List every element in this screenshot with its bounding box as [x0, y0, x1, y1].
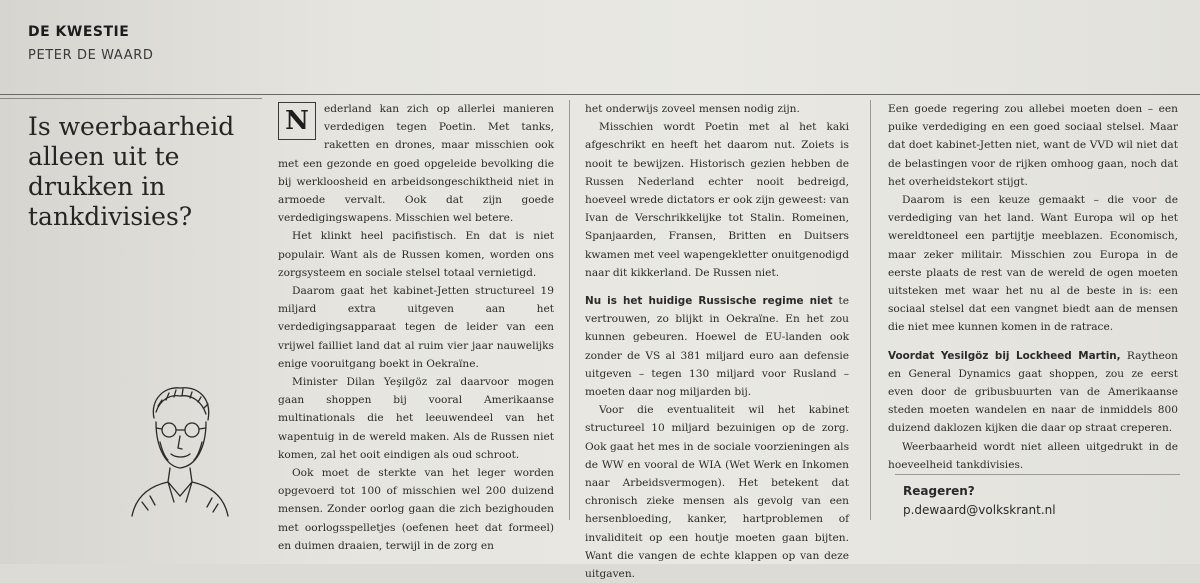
column-divider: [870, 100, 871, 520]
paragraph: Het klinkt heel pacifistisch. En dat is niet populair. Want als de Russen komen, worden ons zorgsysteem en sociale stelsel totaal vernietigd.: [278, 230, 554, 279]
paragraph: Een goede regering zou allebei moeten doen – een puike verdediging en een goed sociaal stelsel. Maar dat doet kabinet-Jetten niet, want de VVD wil niet dat de belastingen voor de rijken omhoog gaan, noch dat het overheidstekort stijgt.: [888, 103, 1178, 188]
headline: Is weerbaarheid alleen uit te drukken in tankdivisies?: [28, 112, 235, 231]
author-name: PETER DE WAARD: [28, 48, 154, 63]
sidebar-divider: [0, 98, 262, 99]
reply-divider: [895, 474, 1180, 475]
paragraph: Nu is het huidige Russische regime niet te vertrouwen, zo blijkt in Oekraïne. En het zou kunnen gebeuren. Hoewel de EU-landen ook zonder de VS al 381 miljard euro aan defensie uitgeven – tegen 130 miljard voor Rusland – moeten daar nog miljarden bij.: [585, 295, 849, 399]
reply-email-link[interactable]: p.dewaard@volkskrant.nl: [903, 503, 1056, 517]
column-divider: [569, 100, 570, 520]
section-label: DE KWESTIE: [28, 24, 130, 40]
dropcap: N: [278, 102, 316, 140]
paragraph: N ederland kan zich op allerlei manieren verdedigen tegen Poetin. Met tanks, raketten en drones, maar misschien ook met een gezonde en goed opgeleide bevolking die bij werkloosheid en arbeidsongeschiktheid niet in armoede vervalt. Ook dat zijn goede verdedigingswapens. Misschien wel betere.: [278, 103, 554, 225]
paragraph: Minister Dilan Yeşilgöz zal daarvoor mogen gaan shoppen bij vooral Amerikaanse multinationals die het leeuwendeel van het wapentuig in de wereld maken. Als de Russen niet komen, zal het ooit eindigen als oud schroot.: [278, 376, 554, 461]
reply-label: Reageren?: [903, 484, 975, 498]
paragraph: Voor die eventualiteit wil het kabinet structureel 10 miljard bezuinigen op de zorg. Ook gaat het mes in de sociale voorzieningen als de WW en vooral de WIA (Wet Werk en Inkomen naar Arbeidsvermogen). Het betekent dat chronisch zieke mensen als gevolg van een hersenbloeding, kanker, hartproblemen of invaliditeit op een houtje moeten gaan bijten. Want die vangen de echte klappen op van deze uitgaven.: [585, 404, 849, 581]
paragraph: Daarom gaat het kabinet-Jetten structureel 19 miljard extra uitgeven aan het verdedigingsapparaat tegen de leider van een vrijwel failliet land dat al ruim vier jaar nauwelijks enige vooruitgang boekt in Oekraïne.: [278, 285, 554, 370]
paragraph: Daarom is een keuze gemaakt – die voor de verdediging van het land. Want Europa wil op het wereldtoneel een partijtje meeblazen. Economisch, maar zeker militair. Misschien zou Europa in de eerste plaats de rest van de wereld de ogen moeten uitsteken met waar het nu al de beste in is: een sociaal stelsel dat een vangnet biedt aan de mensen die niet mee kunnen komen in de ratrace.: [888, 194, 1178, 334]
paragraph: Voordat Yesilgöz bij Lockheed Martin, Raytheon en General Dynamics gaat shoppen, zou ze eerst even door de gribusbuurten van de Amerikaanse steden moeten wandelen en naar de inmiddels 800 duizend daklozen kijken die daar op straat creperen.: [888, 349, 1178, 435]
paragraph: Ook moet de sterkte van het leger worden opgevoerd tot 100 of misschien wel 200 duizend mensen. Zonder oorlog gaan die zich bezighouden met oorlogsspelletjes (oefenen heet dat formeel) en duimen draaien, terwijl in de zorg en: [278, 467, 554, 552]
article-column-3: [888, 100, 1178, 474]
paragraph: Misschien wordt Poetin met al het kaki afgeschrikt en heeft het daarom nut. Zoiets is nooit te bewijzen. Historisch gezien hebben de Russen Nederland echter nooit bedreigd, hoeveel wrede dictators er ook zijn geweest: van Ivan de Verschrikkelijke tot Stalin. Romeinen, Spanjaarden, Fransen, Britten en Duitsers kwamen met veel wapengekletter onuitgenodigd naar dit kikkerland. De Russen niet.: [585, 121, 849, 279]
bold-lead: Nu is het huidige Russische regime niet: [585, 295, 833, 308]
article-column-2: [585, 100, 849, 583]
article-column-1: [278, 100, 554, 555]
paragraph: Weerbaarheid wordt niet alleen uitgedrukt in de hoeveelheid tankdivisies.: [888, 440, 1178, 471]
sidebar: [0, 0, 262, 564]
bold-lead: Voordat Yesilgöz bij Lockheed Martin,: [888, 349, 1121, 362]
top-rule: [0, 94, 1200, 95]
author-portrait-icon: [120, 378, 238, 518]
paragraph: het onderwijs zoveel mensen nodig zijn.: [585, 103, 800, 115]
